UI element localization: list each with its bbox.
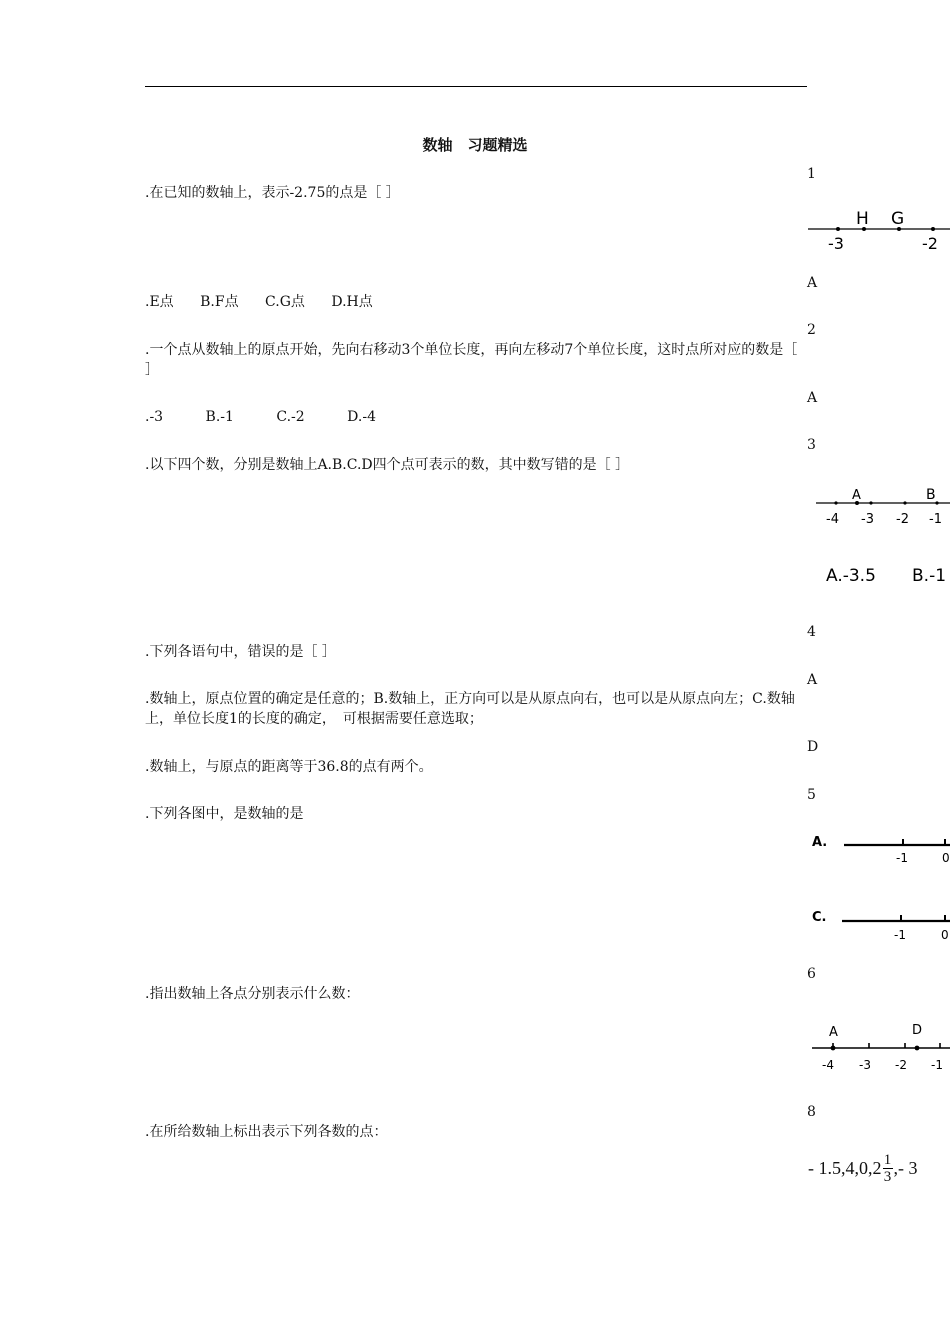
figure-c-tick-0: 0: [941, 928, 949, 942]
header-rule: [145, 86, 807, 87]
tick-label-minus-3: -3: [861, 512, 874, 527]
question-4-choice-d: .数轴上，与原点的距离等于36.8的点有两个。: [145, 759, 433, 775]
answer-choice-b: B.-1: [912, 566, 947, 586]
question-1-stem: .在已知的数轴上，表示-2.75的点是［ ］: [145, 185, 400, 201]
question-number-1: 1: [807, 166, 816, 182]
label-g: G: [891, 209, 905, 229]
tick-label-minus-4: -4: [826, 512, 839, 527]
question-5-stem: .下列各图中，是数轴的是: [145, 806, 304, 822]
question-number-3: 3: [807, 437, 816, 453]
tick-label-minus-2: -2: [896, 512, 909, 527]
fraction-numerator: 1: [883, 1152, 892, 1168]
question-3-number-line: [806, 485, 950, 530]
choice-b: B.F点: [200, 294, 239, 310]
question-4-choice-letter-a: A: [807, 672, 818, 688]
question-2-stem: .一个点从数轴上的原点开始，先向右移动3个单位长度，再向左移动7个单位长度，这时点所对应的数是［ ］: [145, 342, 798, 378]
tick-label-minus-1: -1: [931, 1058, 943, 1072]
question-5-figures: [806, 828, 950, 948]
mixed-fraction: [883, 1152, 893, 1185]
tick-label-minus-3: -3: [859, 1058, 871, 1072]
question-2-choices: [145, 407, 807, 427]
question-6-number-line: [806, 1018, 950, 1074]
question-number-5: 5: [807, 787, 816, 803]
answer-choice-a: A.-3.5: [826, 566, 876, 586]
question-3-answer-choices: [806, 560, 950, 590]
tick-label-minus-2: -2: [895, 1058, 907, 1072]
tick-label-minus-3: -3: [828, 234, 844, 253]
label-d: D: [912, 1023, 923, 1038]
math-suffix: ,- 3: [893, 1158, 918, 1178]
tick-label-minus-4: -4: [822, 1058, 834, 1072]
label-a: A: [852, 488, 861, 503]
label-h: H: [856, 209, 869, 229]
question-1-number-line: [806, 205, 950, 255]
label-a: A: [829, 1025, 838, 1040]
choice-a: .-3: [145, 409, 164, 425]
question-4-stem: .下列各语句中，错误的是［ ］: [145, 644, 336, 660]
figure-a-tick-minus-1: -1: [896, 851, 908, 865]
question-3-stem: .以下四个数，分别是数轴上A.B.C.D四个点可表示的数，其中数写错的是［ ］: [145, 457, 630, 473]
figure-a-tick-0: 0: [942, 851, 950, 865]
choice-c: C.-2: [276, 409, 305, 425]
question-1-choice-letter: A: [807, 275, 818, 291]
question-number-4: 4: [807, 624, 816, 640]
choice-a: .E点: [145, 294, 174, 310]
question-number-2: 2: [807, 322, 816, 338]
question-number-6: 6: [807, 966, 816, 982]
tick-label-minus-1: -1: [929, 512, 942, 527]
question-number-8: 8: [807, 1104, 816, 1120]
choice-c: C.G点: [265, 294, 305, 310]
question-8-number-list: [808, 1152, 918, 1185]
choice-d: D.H点: [331, 294, 373, 310]
figure-c-tick-minus-1: -1: [894, 928, 906, 942]
choice-d: D.-4: [347, 409, 376, 425]
figure-label-a: A.: [812, 835, 828, 850]
question-4-choice-a: .数轴上，原点位置的确定是任意的；B.数轴上，正方向可以是从原点向右，也可以是从原点向左；C.数轴上，单位长度1的长度的确定， 可根据需要任意选取；: [145, 691, 795, 727]
question-4-choice-letter-d: D: [807, 739, 819, 755]
question-1-choices: [145, 292, 807, 312]
page-title: 数轴 习题精选: [422, 136, 528, 154]
question-6-stem: .指出数轴上各点分别表示什么数：: [145, 986, 360, 1002]
question-8-stem: .在所给数轴上标出表示下列各数的点：: [145, 1124, 388, 1140]
label-b: B: [926, 487, 936, 503]
math-prefix: - 1.5,4,0,2: [808, 1158, 882, 1178]
question-2-choice-letter: A: [807, 390, 818, 406]
figure-label-c: C.: [812, 910, 827, 925]
choice-b: B.-1: [205, 409, 234, 425]
tick-label-minus-2: -2: [922, 234, 938, 253]
fraction-denominator: 3: [883, 1169, 892, 1185]
